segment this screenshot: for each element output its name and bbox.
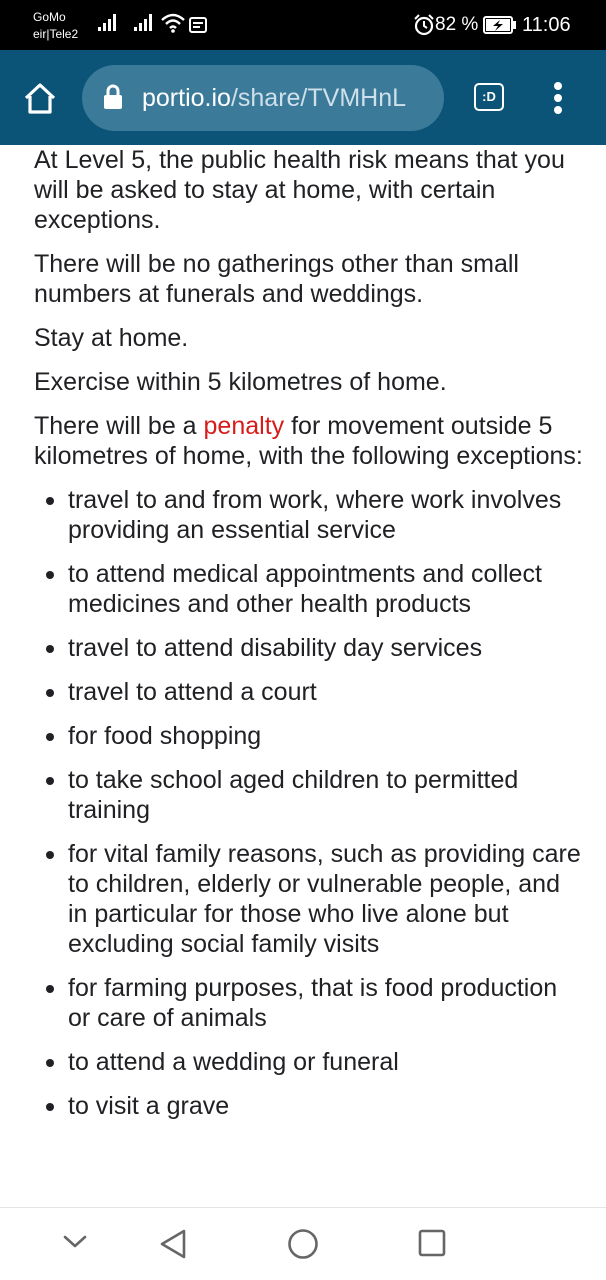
list-item bbox=[34, 485, 584, 545]
bullet-icon bbox=[46, 1103, 54, 1111]
paragraph: At Level 5, the public health risk means that you will be asked to stay at home, with certain exceptions. bbox=[34, 146, 565, 234]
list-item bbox=[34, 721, 584, 751]
back-icon[interactable] bbox=[158, 1228, 188, 1260]
bullet-icon bbox=[46, 851, 54, 859]
list-item-text: travel to attend disability day services bbox=[68, 634, 483, 662]
url-path: /share/TVMHnL bbox=[230, 84, 407, 112]
article-content bbox=[34, 145, 584, 1207]
list-item bbox=[34, 1047, 584, 1077]
bullet-icon bbox=[46, 571, 54, 579]
signal-icon bbox=[98, 12, 120, 32]
url-text bbox=[142, 83, 434, 113]
bullet-icon bbox=[46, 497, 54, 505]
paragraph-penalty bbox=[34, 411, 584, 471]
bullet-icon bbox=[46, 689, 54, 697]
tab-switcher-button[interactable]: :D bbox=[474, 83, 504, 111]
paragraph: Stay at home. bbox=[34, 324, 189, 352]
exceptions-list bbox=[34, 485, 584, 1121]
bullet-icon bbox=[46, 1059, 54, 1067]
status-bar bbox=[0, 0, 606, 50]
system-navigation-bar bbox=[0, 1207, 606, 1280]
lock-icon bbox=[103, 84, 123, 110]
home-circle-icon[interactable] bbox=[287, 1228, 319, 1260]
battery-charging-icon bbox=[483, 16, 517, 34]
list-item-text: for vital family reasons, such as providing care to children, elderly or vulnerable people, and in particular for those who live alone but excluding social family visits bbox=[68, 840, 581, 958]
home-icon[interactable] bbox=[22, 81, 58, 117]
list-item bbox=[34, 973, 584, 1033]
more-vert-icon[interactable] bbox=[552, 82, 564, 114]
list-item-text: to attend a wedding or funeral bbox=[68, 1048, 399, 1076]
bullet-icon bbox=[46, 733, 54, 741]
browser-toolbar bbox=[0, 50, 606, 145]
paragraph: Exercise within 5 kilometres of home. bbox=[34, 368, 447, 396]
list-item-text: to attend medical appointments and collect medicines and other health products bbox=[68, 560, 542, 618]
list-item-text: to visit a grave bbox=[68, 1092, 230, 1120]
text-span: for movement outside 5 kilometres of home, with the following exceptions: bbox=[34, 412, 583, 470]
carrier-label bbox=[33, 9, 78, 43]
list-item-text: to take school aged children to permitted training bbox=[68, 766, 519, 824]
carrier-line-2: eir|Tele2 bbox=[33, 27, 79, 41]
list-item bbox=[34, 677, 584, 707]
paragraph: There will be no gatherings other than small numbers at funerals and weddings. bbox=[34, 250, 519, 308]
list-item-text: travel to and from work, where work involves providing an essential service bbox=[68, 486, 562, 544]
carrier-line-1: GoMo bbox=[33, 10, 66, 24]
bullet-icon bbox=[46, 985, 54, 993]
clock: 11:06 bbox=[522, 14, 571, 36]
chevron-down-icon[interactable] bbox=[62, 1234, 88, 1250]
alarm-icon bbox=[413, 14, 435, 36]
list-item-text: travel to attend a court bbox=[68, 678, 317, 706]
list-item bbox=[34, 765, 584, 825]
list-item bbox=[34, 559, 584, 619]
list-item bbox=[34, 633, 584, 663]
battery-percentage: 82 % bbox=[435, 14, 479, 35]
bullet-icon bbox=[46, 777, 54, 785]
bullet-icon bbox=[46, 645, 54, 653]
list-item bbox=[34, 1091, 584, 1121]
text-span: There will be a bbox=[34, 412, 204, 440]
list-item bbox=[34, 839, 584, 959]
message-icon bbox=[189, 17, 207, 33]
list-item-text: for farming purposes, that is food production or care of animals bbox=[68, 974, 558, 1032]
recents-icon[interactable] bbox=[418, 1229, 446, 1257]
address-bar[interactable] bbox=[82, 65, 444, 131]
list-item-text: for food shopping bbox=[68, 722, 262, 750]
wifi-icon bbox=[160, 12, 186, 34]
url-domain: portio.io bbox=[142, 84, 231, 112]
penalty-link[interactable]: penalty bbox=[203, 412, 285, 440]
signal-icon bbox=[134, 12, 156, 32]
